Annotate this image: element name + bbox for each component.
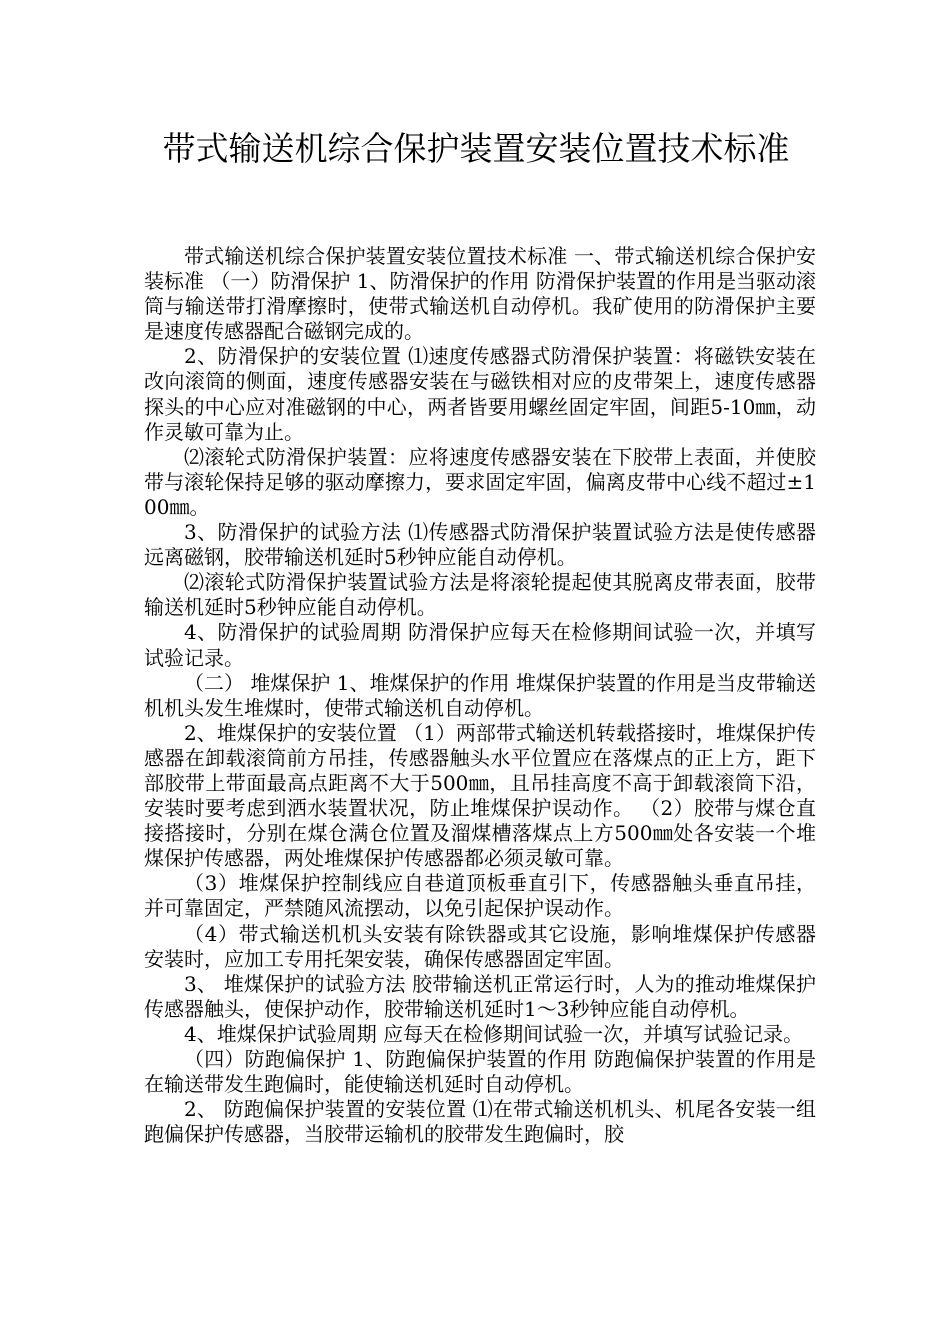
paragraph: 2、 防跑偏保护装置的安装位置 ⑴在带式输送机机头、机尾各安装一组跑偏保护传感器，当胶带运输机的胶带发生跑偏时，胶 xyxy=(144,1097,816,1147)
paragraph: （4）带式输送机机头安装有除铁器或其它设施，影响堆煤保护传感器安装时，应加工专用托架安装，确保传感器固定牢固。 xyxy=(144,921,816,971)
paragraph: 2、防滑保护的安装位置 ⑴速度传感器式防滑保护装置：将磁铁安装在改向滚筒的侧面，速度传感器安装在与磁铁相对应的皮带架上，速度传感器探头的中心应对准磁钢的中心，两者皆要用螺丝固定牢固，间距5-10㎜，动作灵敏可靠为止。 xyxy=(144,344,816,444)
document-title: 带式输送机综合保护装置安装位置技术标准 xyxy=(162,129,790,168)
paragraph: 4、防滑保护的试验周期 防滑保护应每天在检修期间试验一次，并填写试验记录。 xyxy=(144,620,816,670)
paragraph: 带式输送机综合保护装置安装位置技术标准 一、带式输送机综合保护安装标准 （一）防滑保护 1、防滑保护的作用 防滑保护装置的作用是当驱动滚筒与输送带打滑摩擦时，使带式输送机自动停机。我矿使用的防滑保护主要是速度传感器配合磁钢完成的。 xyxy=(144,244,816,344)
paragraph: 3、防滑保护的试验方法 ⑴传感器式防滑保护装置试验方法是使传感器远离磁钢，胶带输送机延时5秒钟应能自动停机。 xyxy=(144,520,816,570)
paragraph: （四）防跑偏保护 1、防跑偏保护装置的作用 防跑偏保护装置的作用是在输送带发生跑偏时，能使输送机延时自动停机。 xyxy=(144,1047,816,1097)
paragraph: ⑵滚轮式防滑保护装置试验方法是将滚轮提起使其脱离皮带表面，胶带输送机延时5秒钟应能自动停机。 xyxy=(144,570,816,620)
paragraph: （3）堆煤保护控制线应自巷道顶板垂直引下，传感器触头垂直吊挂，并可靠固定，严禁随风流摆动，以免引起保护误动作。 xyxy=(144,871,816,921)
paragraph: ⑵滚轮式防滑保护装置：应将速度传感器安装在下胶带上表面，并使胶带与滚轮保持足够的驱动摩擦力，要求固定牢固，偏离皮带中心线不超过±100㎜。 xyxy=(144,444,816,519)
paragraph: 4、堆煤保护试验周期 应每天在检修期间试验一次，并填写试验记录。 xyxy=(184,1021,804,1046)
paragraph: 3、 堆煤保护的试验方法 胶带输送机正常运行时，人为的推动堆煤保护传感器触头，使保护动作，胶带输送机延时1～3秒钟应能自动停机。 xyxy=(144,971,816,1021)
paragraph: （二） 堆煤保护 1、堆煤保护的作用 堆煤保护装置的作用是当皮带输送机机头发生堆煤时，使带式输送机自动停机。 xyxy=(144,670,816,720)
paragraph: 2、堆煤保护的安装位置 （1）两部带式输送机转载搭接时，堆煤保护传感器在卸载滚筒前方吊挂，传感器触头水平位置应在落煤点的正上方，距下部胶带上带面最高点距离不大于500㎜，且吊挂高度不高于卸载滚筒下沿，安装时要考虑到洒水装置状况，防止堆煤保护误动作。 （2）胶带与煤仓直接搭接时，分别在煤仓满仓位置及溜煤槽落煤点上方500㎜处各安装一个堆煤保护传感器，两处堆煤保护传感器都必须灵敏可靠。 xyxy=(144,720,816,871)
document-body xyxy=(144,244,816,1147)
